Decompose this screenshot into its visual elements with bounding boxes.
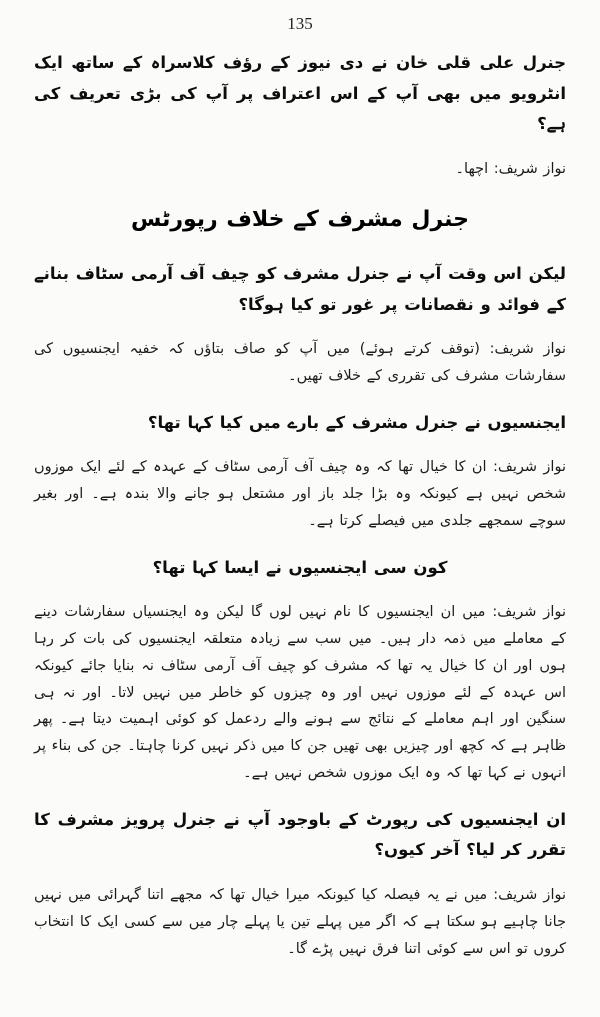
interview-question: کون سی ایجنسیوں نے ایسا کہا تھا؟ [152, 557, 448, 577]
interview-question: ان ایجنسیوں کی رپورٹ کے باوجود آپ نے جنرل پرویز مشرف کا تقرر کر لیا؟ آخر کیوں؟ [34, 809, 566, 860]
interview-question: لیکن اس وقت آپ نے جنرل مشرف کو چیف آف آرمی سٹاف بنانے کے فوائد و نقصانات پر غور تو کیا ہوگا؟ [34, 264, 566, 314]
interview-answer: نواز شریف: (توقف کرتے ہوئے) میں آپ کو صاف بتاؤں کہ خفیہ ایجنسیوں کی سفارشات مشرف کی تقرری کے خلاف تھیں۔ [34, 341, 566, 384]
interview-question: جنرل علی قلی خان نے دی نیوز کے رؤف کلاسراہ کے ساتھ ایک انٹرویو میں بھی آپ کے اس اعتراف پر آپ کی بڑی تعریف کی ہے؟ [34, 53, 566, 134]
page-number: 135 [287, 14, 313, 33]
interview-answer: نواز شریف: میں ان ایجنسیوں کا نام نہیں لوں گا لیکن وہ ایجنسیاں سفارشات دینے کے معاملے میں ذمہ دار ہیں۔ میں سب سے زیادہ متعلقہ ایجنسیوں کی بات کر رہا ہوں اور ان کا خیال یہ تھا کہ مشرف کو چیف آف آرمی سٹاف نہ بنایا جائے کیونکہ اس عہدہ کے لئے موزوں نہیں اور وہ چیزوں کو خاطر میں نہیں لاتا۔ اور نہ ہی سنگین اور اہم معاملے کے نتائج سے ہونے والے ردعمل کو کوئی اہمیت دیتا ہے۔ پھر ظاہر ہے کہ کچھ اور چیزیں بھی تھیں جن کا میں ذکر نہیں کرنا چاہتا۔ جن کی بناء پر انہوں نے کہا تھا کہ وہ ایک موزوں شخص نہیں ہے۔ [34, 604, 566, 782]
interview-answer: نواز شریف: میں نے یہ فیصلہ کیا کیونکہ میرا خیال تھا کہ مجھے اتنا گہرائی میں نہیں جانا چاہیے ہو سکتا ہے کہ اگر میں پہلے تین یا پہلے چار میں سے کسی ایک کا انتخاب کروں تو اس سے کوئی اتنا فرق نہیں پڑے گا۔ [34, 886, 566, 957]
interview-answer: نواز شریف: ان کا خیال تھا کہ وہ چیف آف آرمی سٹاف کے عہدہ کے لئے ایک موزوں شخص نہیں ہے کیونکہ وہ بڑا جلد باز اور مشتعل ہو جانے والا بندہ ہے۔ اور بغیر سوچے سمجھے جلدی میں فیصلے کرتا ہے۔ [34, 459, 566, 529]
interview-answer: نواز شریف: اچھا۔ [455, 160, 566, 177]
section-heading: جنرل مشرف کے خلاف رپورٹس [130, 207, 470, 233]
interview-question: ایجنسیوں نے جنرل مشرف کے بارے میں کیا کہا تھا؟ [147, 412, 566, 432]
